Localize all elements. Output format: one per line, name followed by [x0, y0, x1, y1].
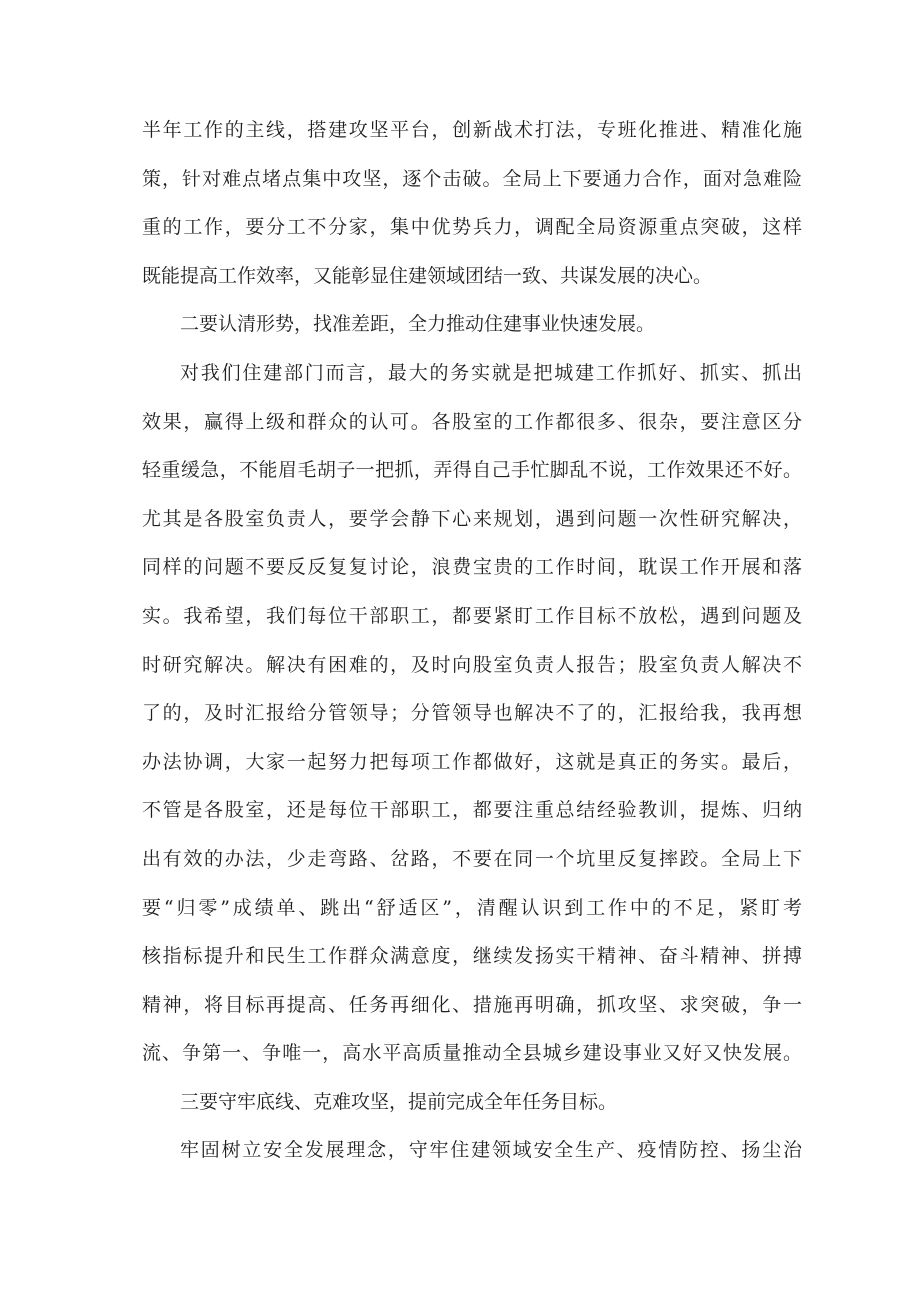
body-text [142, 106, 802, 1175]
text-line: 了的，及时汇报给分管领导；分管领导也解决不了的，汇报给我，我再想 [142, 702, 802, 725]
text-line: 流、争第一、争唯一，高水平高质量推动全县城乡建设事业又好又快发展。 [142, 1042, 802, 1065]
text-line: 要“归零”成绩单、跳出“舒适区”，清醒认识到工作中的不足，紧盯考 [142, 896, 802, 919]
text-line: 办法协调，大家一起努力把每项工作都做好，这就是真正的务实。最后， [142, 750, 802, 773]
text-line: 半年工作的主线，搭建攻坚平台，创新战术打法，专班化推进、精准化施 [142, 119, 802, 141]
section-heading: 二要认清形势，找准差距，全力推动住建事业快速发展。 [180, 313, 656, 336]
text-line: 重的工作，要分工不分家，集中优势兵力，调配全局资源重点突破，这样 [142, 216, 802, 239]
text-line: 尤其是各股室负责人，要学会静下心来规划，遇到问题一次性研究解决， [142, 507, 802, 530]
text-line: 轻重缓急，不能眉毛胡子一把抓，弄得自己手忙脚乱不说，工作效果还不好。 [142, 459, 802, 482]
text-line: 核指标提升和民生工作群众满意度，继续发扬实干精神、奋斗精神、拼搏 [142, 945, 802, 968]
text-line: 实。我希望，我们每位干部职工，都要紧盯工作目标不放松，遇到问题及 [142, 604, 802, 627]
text-line: 同样的问题不要反反复复讨论，浪费宝贵的工作时间，耽误工作开展和落 [142, 556, 802, 579]
section-heading: 三要守牢底线、克难攻坚，提前完成全年任务目标。 [180, 1090, 618, 1113]
text-line: 出有效的办法，少走弯路、岔路，不要在同一个坑里反复摔跤。全局上下 [142, 847, 802, 870]
text-line: 牢固树立安全发展理念，守牢住建领域安全生产、疫情防控、扬尘治 [180, 1139, 802, 1162]
text-line: 策，针对难点堵点集中攻坚，逐个击破。全局上下要通力合作，面对急难险 [142, 167, 802, 190]
text-line: 既能提高工作效率，又能彰显住建领域团结一致、共谋发展的决心。 [142, 264, 713, 287]
text-line: 对我们住建部门而言，最大的务实就是把城建工作抓好、抓实、抓出 [180, 361, 802, 384]
text-line: 效果，赢得上级和群众的认可。各股室的工作都很多、很杂，要注意区分 [142, 410, 802, 433]
text-line: 不管是各股室，还是每位干部职工，都要注重总结经验教训，提炼、归纳 [142, 799, 802, 822]
text-line: 时研究解决。解决有困难的，及时向股室负责人报告；股室负责人解决不 [142, 653, 802, 676]
text-line: 精神，将目标再提高、任务再细化、措施再明确，抓攻坚、求突破，争一 [142, 993, 802, 1016]
